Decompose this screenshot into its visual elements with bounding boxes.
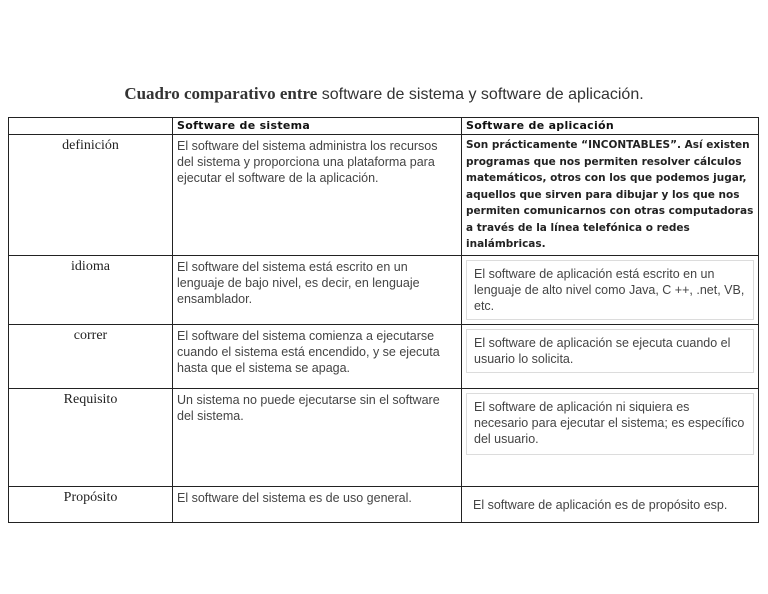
- row-label: Propósito: [63, 489, 118, 505]
- title-rest: software de sistema y software de aplicación.: [317, 86, 644, 103]
- aplicacion-text: El software de aplicación es de propósito esp.: [473, 497, 728, 512]
- aplicacion-cell: [462, 486, 759, 522]
- table-row: [9, 135, 759, 256]
- header-cell-empty: [9, 118, 173, 135]
- table-row: [9, 324, 759, 388]
- row-label-cell: [9, 135, 173, 256]
- row-label-cell: [9, 388, 173, 486]
- row-label: idioma: [71, 258, 110, 274]
- sistema-text: El software del sistema es de uso general.: [177, 490, 412, 505]
- sistema-cell: [173, 486, 462, 522]
- aplicacion-cell: [462, 255, 759, 324]
- header-cell-sistema: Software de sistema: [173, 118, 462, 135]
- sistema-cell: [173, 255, 462, 324]
- sistema-text: El software del sistema comienza a ejecutarse cuando el sistema está encendido, y se ejecuta hasta que el sistema se apaga.: [177, 328, 440, 375]
- aplicacion-cell: [462, 388, 759, 486]
- row-label-cell: [9, 255, 173, 324]
- document-title: [0, 84, 768, 104]
- aplicacion-cell: [462, 324, 759, 388]
- sistema-cell: [173, 388, 462, 486]
- sistema-text: El software del sistema está escrito en un lenguaje de bajo nivel, es decir, en lenguaje ensamblador.: [177, 259, 420, 306]
- row-label: definición: [62, 138, 119, 153]
- title-bold: Cuadro comparativo entre: [124, 84, 318, 103]
- sistema-text: El software del sistema administra los recursos del sistema y proporciona una plataforma para ejecutar el software de la aplicación.: [177, 139, 438, 185]
- row-label: Requisito: [63, 391, 118, 407]
- table-header-row: [9, 118, 759, 135]
- row-label-cell: [9, 324, 173, 388]
- sistema-cell: [173, 135, 462, 256]
- aplicacion-text: El software de aplicación está escrito en un lenguaje de alto nivel como Java, C ++, .net, VB, etc.: [466, 260, 754, 320]
- table-row: [9, 388, 759, 486]
- aplicacion-cell: [462, 135, 759, 256]
- aplicacion-text: El software de aplicación se ejecuta cuando el usuario lo solicita.: [466, 329, 754, 373]
- row-label-cell: [9, 486, 173, 522]
- sistema-text: Un sistema no puede ejecutarse sin el software del sistema.: [177, 392, 440, 423]
- table-row: [9, 255, 759, 324]
- table-row: [9, 486, 759, 522]
- row-label: correr: [73, 327, 108, 343]
- aplicacion-text: Son prácticamente “INCONTABLES”. Así existen programas que nos permiten resolver cálculos matemáticos, otros con los que podemos jugar, aquellos que sirven para dibujar y los que nos permiten comunicarnos con otras computadoras a través de la línea telefónica o redes inalámbricas.: [466, 139, 754, 250]
- aplicacion-text: El software de aplicación ni siquiera es necesario para ejecutar el sistema; es específico del usuario.: [466, 393, 754, 455]
- sistema-cell: [173, 324, 462, 388]
- comparison-table: [8, 117, 759, 523]
- header-cell-aplicacion: Software de aplicación: [462, 118, 759, 135]
